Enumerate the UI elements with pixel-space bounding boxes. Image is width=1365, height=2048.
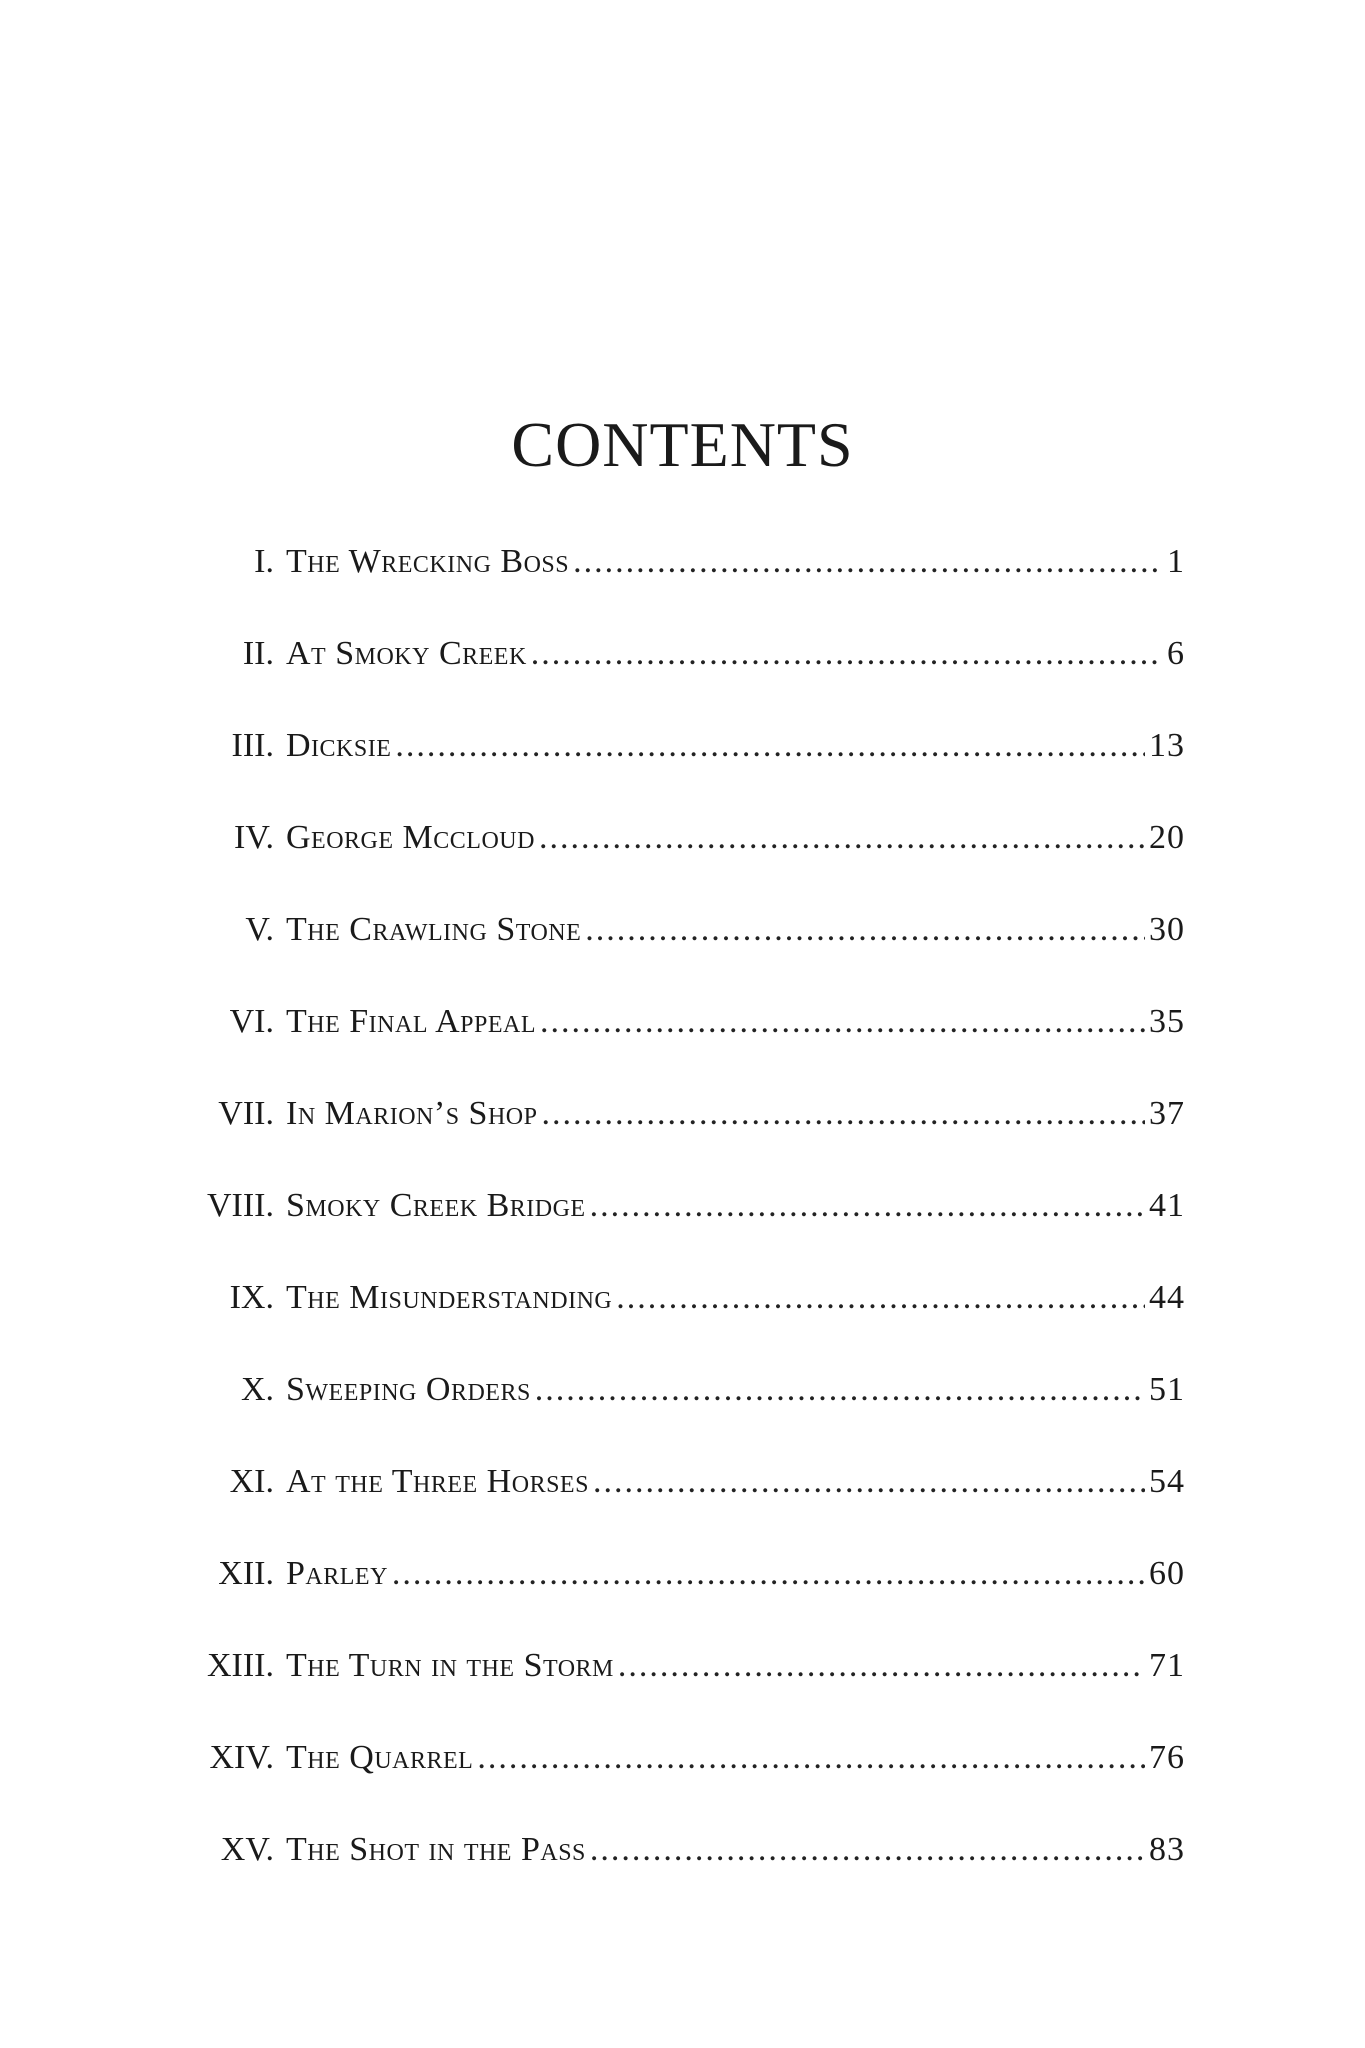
toc-entry — [190, 804, 1185, 896]
chapter-numeral: V. — [245, 911, 274, 948]
page-number: 51 — [1149, 1371, 1185, 1408]
dot-leader — [395, 712, 1145, 780]
chapter-numeral: XII. — [218, 1555, 274, 1592]
dot-leader — [616, 1264, 1145, 1332]
chapter-numeral: I. — [254, 543, 274, 580]
chapter-numeral: II. — [242, 635, 274, 672]
chapter-title: Smoky Creek Bridge — [286, 1187, 586, 1224]
dot-leader — [593, 1448, 1145, 1516]
table-of-contents — [190, 528, 1185, 1908]
page-number: 71 — [1149, 1647, 1185, 1684]
page-number: 20 — [1149, 819, 1185, 856]
toc-entry — [190, 528, 1185, 620]
contents-heading: CONTENTS — [511, 409, 854, 480]
chapter-title: The Turn in the Storm — [286, 1647, 614, 1684]
toc-entry — [190, 620, 1185, 712]
chapter-numeral: IV. — [234, 819, 274, 856]
toc-entry — [190, 1264, 1185, 1356]
dot-leader — [590, 1816, 1145, 1884]
chapter-title: The Crawling Stone — [286, 911, 582, 948]
page-number: 54 — [1149, 1463, 1185, 1500]
dot-leader — [540, 988, 1145, 1056]
chapter-numeral: X. — [240, 1371, 274, 1408]
page-number: 76 — [1149, 1739, 1185, 1776]
dot-leader — [541, 1080, 1145, 1148]
page-number: 83 — [1149, 1831, 1185, 1868]
page-number: 13 — [1149, 727, 1185, 764]
dot-leader — [535, 1356, 1145, 1424]
page-number: 6 — [1167, 635, 1185, 672]
chapter-title: The Wrecking Boss — [286, 543, 570, 580]
toc-entry — [190, 896, 1185, 988]
toc-entry — [190, 1632, 1185, 1724]
toc-entry — [190, 712, 1185, 804]
chapter-title: Parley — [286, 1555, 388, 1592]
chapter-title: Sweeping Orders — [286, 1371, 531, 1408]
chapter-numeral: III. — [231, 727, 274, 764]
chapter-title: In Marion’s Shop — [286, 1095, 538, 1132]
dot-leader — [618, 1632, 1145, 1700]
chapter-numeral: XIV. — [209, 1739, 274, 1776]
page-number: 35 — [1149, 1003, 1185, 1040]
toc-entry — [190, 1080, 1185, 1172]
chapter-numeral: XI. — [229, 1463, 274, 1500]
dot-leader — [573, 528, 1163, 596]
toc-entry — [190, 1816, 1185, 1908]
dot-leader — [590, 1172, 1145, 1240]
dot-leader — [531, 620, 1163, 688]
toc-entry — [190, 1172, 1185, 1264]
toc-entry — [190, 1448, 1185, 1540]
chapter-numeral: XV. — [220, 1831, 274, 1868]
chapter-numeral: IX. — [229, 1279, 274, 1316]
toc-entry — [190, 988, 1185, 1080]
chapter-numeral: VII. — [218, 1095, 274, 1132]
chapter-title: Dicksie — [286, 727, 392, 764]
chapter-title: The Misunderstanding — [286, 1279, 613, 1316]
toc-entry — [190, 1724, 1185, 1816]
page-number: 30 — [1149, 911, 1185, 948]
page-number: 37 — [1149, 1095, 1185, 1132]
chapter-title: At Smoky Creek — [286, 635, 527, 672]
dot-leader — [392, 1540, 1145, 1608]
chapter-title: The Final Appeal — [286, 1003, 537, 1040]
toc-entry — [190, 1540, 1185, 1632]
toc-entry — [190, 1356, 1185, 1448]
dot-leader — [585, 896, 1145, 964]
chapter-title: At the Three Horses — [286, 1463, 589, 1500]
dot-leader — [477, 1724, 1145, 1792]
chapter-title: The Quarrel — [286, 1739, 474, 1776]
chapter-numeral: VI. — [229, 1003, 274, 1040]
chapter-title: George Mccloud — [286, 819, 535, 856]
page-number: 41 — [1149, 1187, 1185, 1224]
page-number: 44 — [1149, 1279, 1185, 1316]
chapter-numeral: XIII. — [206, 1647, 274, 1684]
dot-leader — [539, 804, 1145, 872]
chapter-numeral: VIII. — [206, 1187, 274, 1224]
page-number: 1 — [1167, 543, 1185, 580]
page-number: 60 — [1149, 1555, 1185, 1592]
chapter-title: The Shot in the Pass — [286, 1831, 586, 1868]
